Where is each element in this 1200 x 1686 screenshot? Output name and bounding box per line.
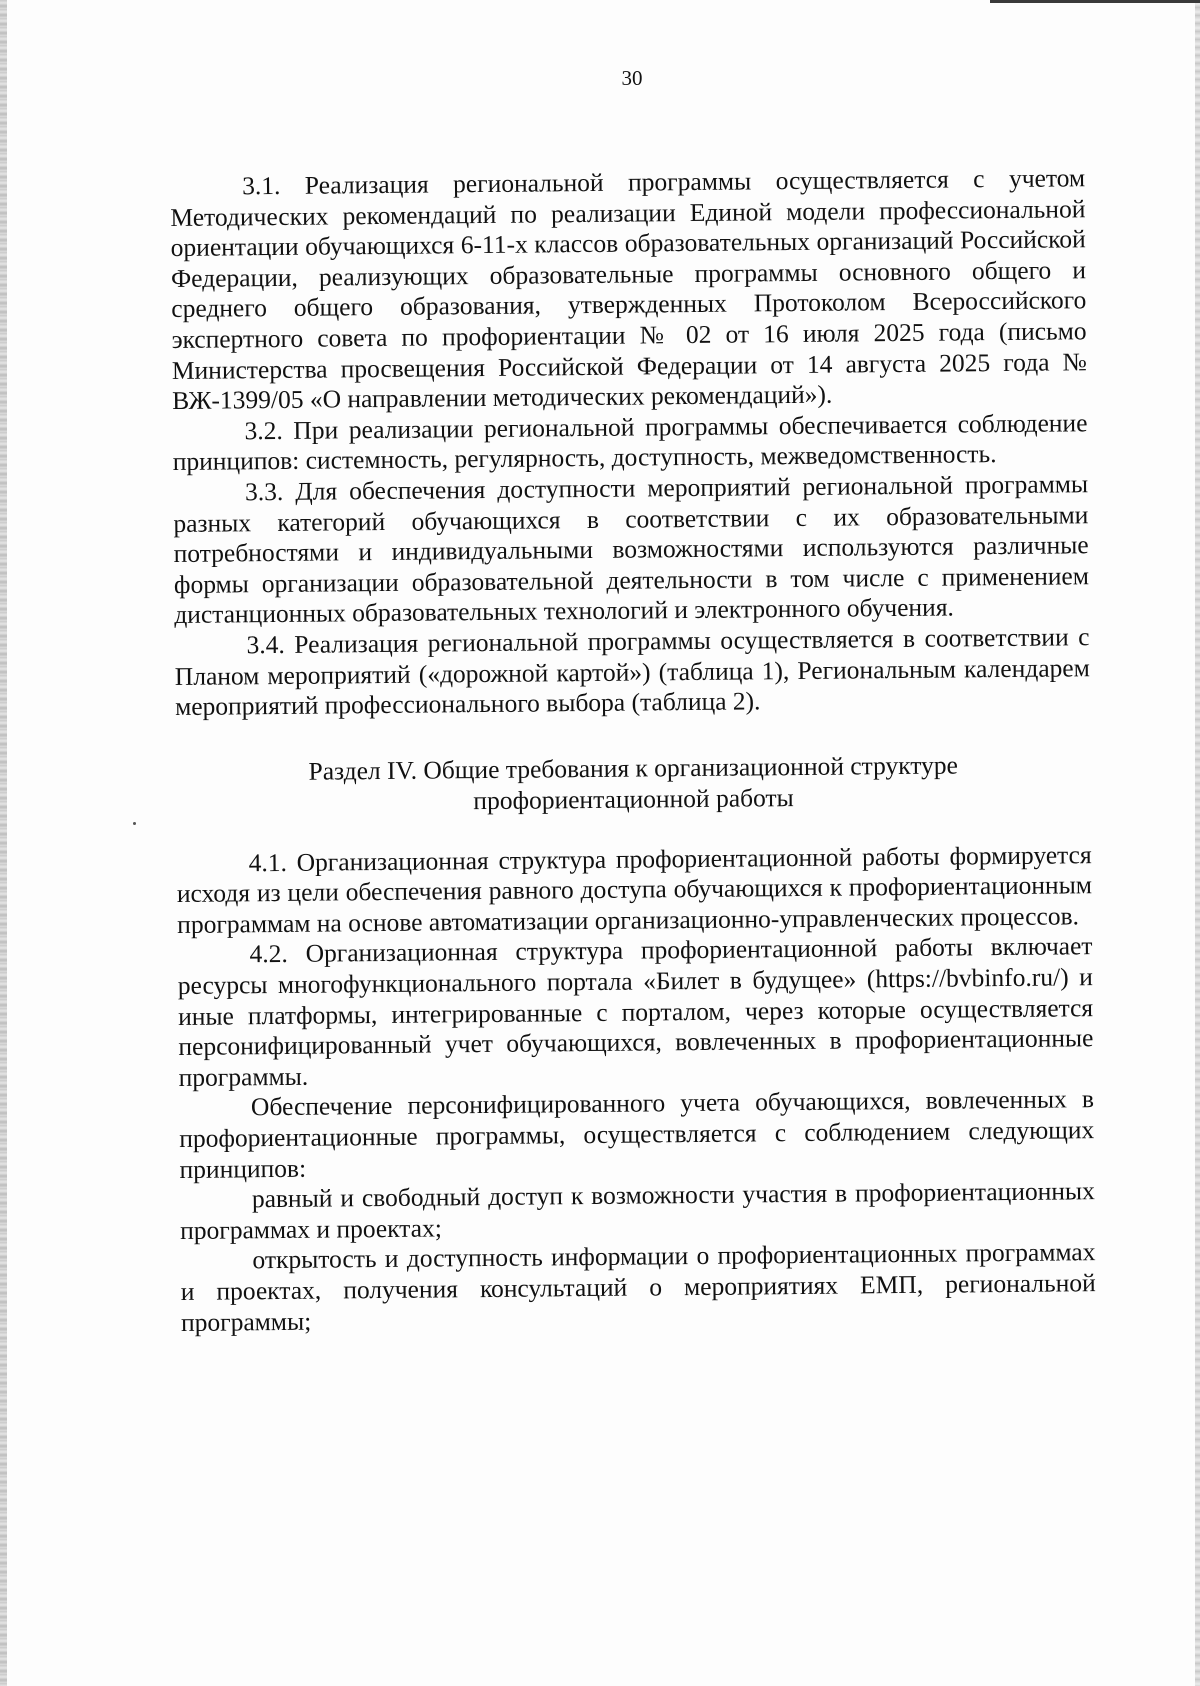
paragraph-3-2: 3.2. При реализации региональной программы обеспечивается соблюдение принципов: системность, регулярность, доступность, межведомственность. [172,407,1088,477]
paragraph-accounting-principles: Обеспечение персонифицированного учета обучающихся, вовлеченных в профориентационные программы, осуществляется с соблюдением следующих принципов: [179,1084,1095,1184]
scan-edge-top [990,0,1200,3]
paragraph-principle-equal-access: равный и свободный доступ к возможности участия в профориентационных программах и проектах; [180,1176,1095,1245]
section-title-line-1: Раздел IV. Общие требования к организационной структуре [308,750,959,786]
paragraph-3-3: 3.3. Для обеспечения доступности мероприятий региональной программы разных категорий обучающихся в соответствии с их образовательными потребностями и индивидуальными возможностями используются различные формы организации образовательной деятельности в том числе с применением дистанционных образовательных технологий и электронного обучения. [173,469,1090,630]
paragraph-3-4: 3.4. Реализация региональной программы осуществляется в соответствии с Планом мероприятий («дорожной картой») (таблица 1), Региональным календарем мероприятий профессионального выбора (таблица 2). [174,622,1090,722]
document-body [170,163,1096,1338]
scan-edge-left [0,0,7,1686]
paragraph-4-1: 4.1. Организационная структура профориентационной работы формируется исходя из цели обеспечения равного доступа обучающихся к профориентационным программам на основе автоматизации организационно-управленческих процессов. [176,839,1093,939]
section-title-line-2: профориентационной работы [473,782,794,815]
scan-speck [133,822,136,825]
section-heading [176,748,1092,819]
paragraph-principle-openness: открытость и доступность информации о профориентационных программах и проектах, получения консультаций о мероприятиях ЕМП, региональной программы; [180,1237,1096,1337]
paragraph-4-2: 4.2. Организационная структура профориентационной работы включает ресурсы многофункционального портала «Билет в будущее» (https://bvbinfo.ru/) и иные платформы, интегрированные с порталом, через которые осуществляется персонифицированный учет обучающихся, вовлеченных в профориентационные программы. [177,931,1094,1092]
paragraph-3-1: 3.1. Реализация региональной программы осуществляется с учетом Методических рекомендаций по реализации Единой модели профессиональной ориентации обучающихся 6-11-х классов образовательных организаций Российской Федерации, реализующих образовательные программы основного общего и среднего общего образования, утвержденных Протоколом Всероссийского экспертного совета по профориентации № 02 от 16 июля 2025 года (письмо Министерства просвещения Российской Федерации от 14 августа 2025 года № ВЖ-1399/05 «О направлении методических рекомендаций»). [170,163,1087,416]
page-number: 30 [621,66,643,90]
scan-edge-right [1195,0,1200,1686]
